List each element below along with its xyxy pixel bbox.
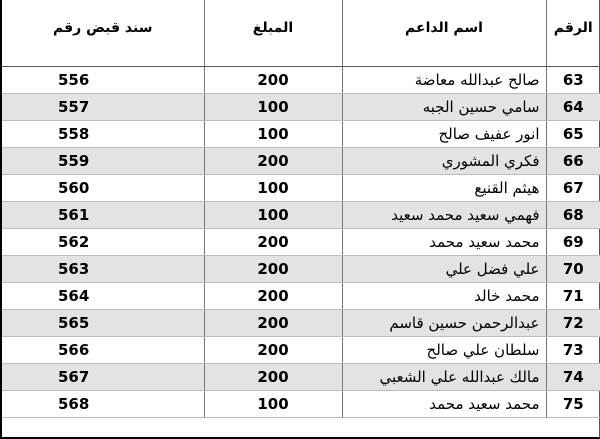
cell-receipt-number: 557: [2, 94, 204, 121]
cell-amount: 200: [204, 283, 342, 310]
cell-amount: 200: [204, 67, 342, 94]
cell-donor-name: مالك عبدالله علي الشعبي: [342, 364, 546, 391]
header-donor-name-label: اسم الداعم: [405, 20, 483, 36]
table-row: [2, 202, 600, 229]
table-row: [2, 337, 600, 364]
cell-number: 73: [546, 337, 600, 364]
cell-amount: 200: [204, 148, 342, 175]
cell-number: 71: [546, 283, 600, 310]
cell-receipt-number: 558: [2, 121, 204, 148]
cell-receipt-number: 560: [2, 175, 204, 202]
cell-donor-name: سلطان علي صالح: [342, 337, 546, 364]
table-row: [2, 364, 600, 391]
table-row: [2, 283, 600, 310]
header-amount-label: المبلغ: [252, 20, 294, 36]
cell-receipt-number: 566: [2, 337, 204, 364]
cell-amount: 100: [204, 175, 342, 202]
table-header: [2, 0, 600, 67]
header-amount: [204, 0, 342, 67]
cell-number: 72: [546, 310, 600, 337]
cell-amount: 200: [204, 337, 342, 364]
cell-number: 65: [546, 121, 600, 148]
cell-donor-name: فكري المشوري: [342, 148, 546, 175]
cell-number: 69: [546, 229, 600, 256]
table-row: [2, 256, 600, 283]
table-row: [2, 67, 600, 94]
cell-number: 74: [546, 364, 600, 391]
cell-donor-name: فهمي سعيد محمد سعيد: [342, 202, 546, 229]
cell-receipt-number: 556: [2, 67, 204, 94]
cell-receipt-number: 565: [2, 310, 204, 337]
table-body: [2, 67, 600, 418]
cell-donor-name: هيثم القنيع: [342, 175, 546, 202]
cell-donor-name: علي فضل علي: [342, 256, 546, 283]
table-row: [2, 391, 600, 418]
header-number-label: الرقم: [553, 20, 593, 36]
header-donor-name: [342, 0, 546, 67]
header-receipt-number: [2, 0, 204, 67]
cell-receipt-number: 568: [2, 391, 204, 418]
cell-amount: 100: [204, 121, 342, 148]
cell-donor-name: سامي حسين الجبه: [342, 94, 546, 121]
cell-number: 75: [546, 391, 600, 418]
cell-number: 64: [546, 94, 600, 121]
cell-number: 63: [546, 67, 600, 94]
header-receipt-number-label: سند قبض رقم: [52, 20, 153, 36]
header-row: [2, 0, 600, 67]
cell-donor-name: صالح عبدالله معاضة: [342, 67, 546, 94]
table-row: [2, 94, 600, 121]
cell-donor-name: انور عفيف صالح: [342, 121, 546, 148]
cell-donor-name: محمد سعيد محمد: [342, 229, 546, 256]
cell-number: 66: [546, 148, 600, 175]
cell-receipt-number: 562: [2, 229, 204, 256]
cell-receipt-number: 564: [2, 283, 204, 310]
table-row: [2, 175, 600, 202]
table-row: [2, 229, 600, 256]
cell-amount: 100: [204, 202, 342, 229]
cell-receipt-number: 559: [2, 148, 204, 175]
cell-donor-name: محمد خالد: [342, 283, 546, 310]
header-number: [546, 0, 600, 67]
cell-amount: 100: [204, 391, 342, 418]
table-row: [2, 148, 600, 175]
cell-number: 70: [546, 256, 600, 283]
cell-donor-name: محمد سعيد محمد: [342, 391, 546, 418]
cell-amount: 200: [204, 310, 342, 337]
cell-donor-name: عبدالرحمن حسين قاسم: [342, 310, 546, 337]
cell-number: 68: [546, 202, 600, 229]
cell-receipt-number: 561: [2, 202, 204, 229]
cell-amount: 200: [204, 364, 342, 391]
cell-amount: 100: [204, 94, 342, 121]
table-row: [2, 310, 600, 337]
cell-number: 67: [546, 175, 600, 202]
cell-receipt-number: 567: [2, 364, 204, 391]
donors-table: [2, 0, 600, 418]
table-row: [2, 121, 600, 148]
cell-amount: 200: [204, 229, 342, 256]
cell-amount: 200: [204, 256, 342, 283]
cell-receipt-number: 563: [2, 256, 204, 283]
